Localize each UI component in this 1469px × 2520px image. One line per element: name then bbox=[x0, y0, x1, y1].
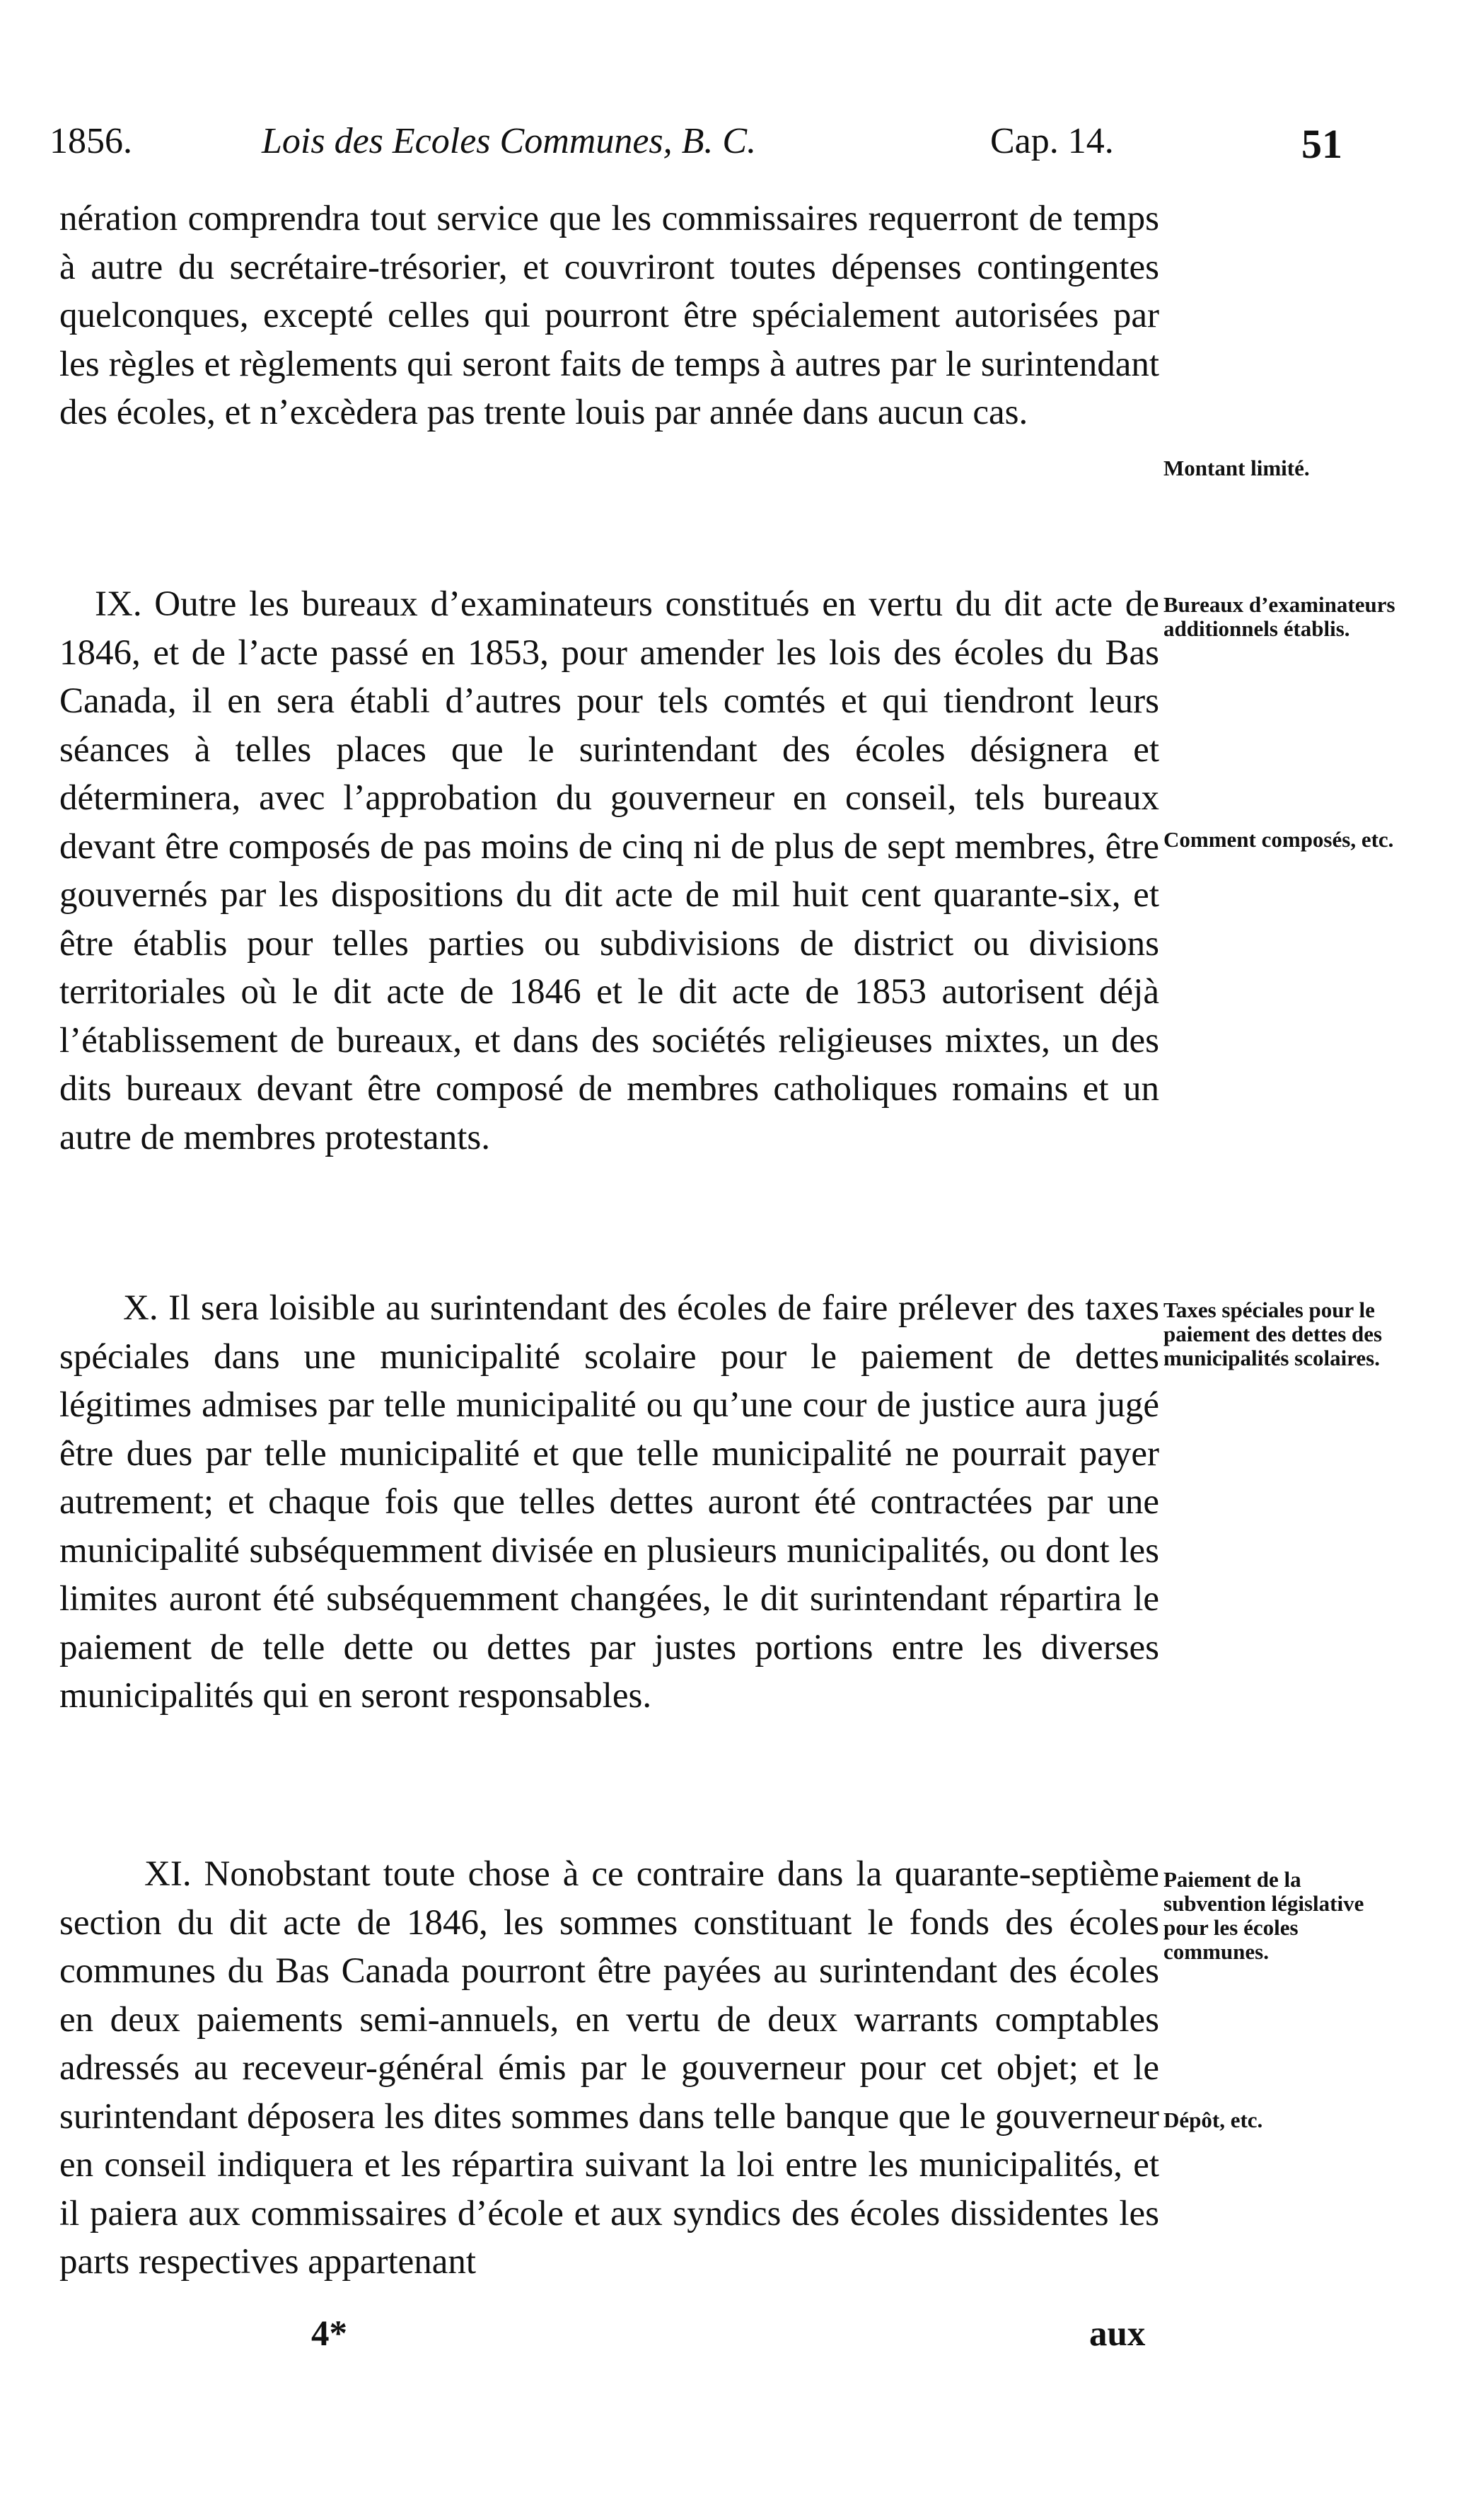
header-title: Lois des Ecoles Communes, B. C. bbox=[262, 121, 757, 161]
header-chapter: Cap. 14. bbox=[990, 121, 1114, 161]
margin-note-comment: Comment composés, etc. bbox=[1163, 827, 1394, 852]
catchword: aux bbox=[1089, 2314, 1146, 2354]
signature-mark: 4* bbox=[311, 2314, 347, 2354]
running-header bbox=[50, 120, 1365, 177]
margin-note-paiement: Paiement de la subvention législative pour les écoles communes. bbox=[1163, 1867, 1364, 1964]
page-number: 51 bbox=[1301, 121, 1342, 167]
paragraph-section-ix: IX. Outre les bureaux d’examinateurs constitués en vertu du dit acte de 1846, et de l’acte passé en 1853, pour amender les lois des écoles du Bas Canada, il en sera établi d’autres pour tels comtés et qui tiendront leurs séances à telles places que le surintendant des écoles désignera et déterminera, avec l’approbation du gouverneur en conseil, tels bureaux devant être composés de pas moins de cinq ni de plus de sept membres, être gouvernés par les dispositions du dit acte de mil huit cent quarante-six, et être établis pour telles parties ou subdivisions de district ou divisions territoriales où le dit acte de 1846 et le dit acte de 1853 autorisent déjà l’établissement de bureaux, et dans des sociétés religieuses mixtes, un des dits bureaux devant être composé de membres catholiques romains et un autre de membres protestants. bbox=[59, 584, 1159, 1157]
header-year: 1856. bbox=[50, 121, 132, 161]
margin-note-taxes: Taxes spéciales pour le paiement des dettes des municipalités scolaires. bbox=[1163, 1297, 1383, 1370]
margin-note-depot: Dépôt, etc. bbox=[1163, 2108, 1263, 2132]
paragraph-section-x: X. Il sera loisible au surintendant des écoles de faire prélever des taxes spéciales dans une municipalité scolaire pour le paiement de dettes légitimes admises par telle municipalité ou qu’une cour de justice aura jugé être dues par telle municipalité et que telle municipalité ne pourrait payer autrement; et chaque fois que telles dettes auront été contractées par une municipalité subséquemment divisée en plusieurs municipalités, ou dont les limites auront été subséquemment changées, le dit surintendant répartira le paiement de telle dette ou dettes par justes portions entre les diverses municipalités qui en seront responsables. bbox=[59, 1288, 1159, 1716]
paragraph-section-xi: XI. Nonobstant toute chose à ce contraire dans la quarante-septième section du dit acte de 1846, les sommes constituant le fonds des écoles communes du Bas Canada pourront être payées au surintendant des écoles en deux paiements semi-annuels, en vertu de deux warrants comptables adressés au receveur-général émis par le gouverneur pour cet objet; et le surintendant déposera les dites sommes dans telle banque que le gouverneur en conseil indiquera et les répartira suivant la loi entre les municipalités, et il paiera aux commissaires d’école et aux syndics des écoles dissidentes les parts respectives appartenant bbox=[59, 1854, 1159, 2282]
paragraph-continuation: nération comprendra tout service que les commissaires requerront de temps à autre du secrétaire-trésorier, et couvriront toutes dépenses contingentes quelconques, excepté celles qui pourront être spécialement autorisées par les règles et règlements qui seront faits de temps à autres par le surintendant des écoles, et n’excèdera pas trente louis par année dans aucun cas. bbox=[59, 199, 1159, 432]
margin-note-montant: Montant limité. bbox=[1163, 456, 1310, 480]
margin-note-bureaux: Bureaux d’examinateurs additionnels établis. bbox=[1163, 592, 1395, 641]
